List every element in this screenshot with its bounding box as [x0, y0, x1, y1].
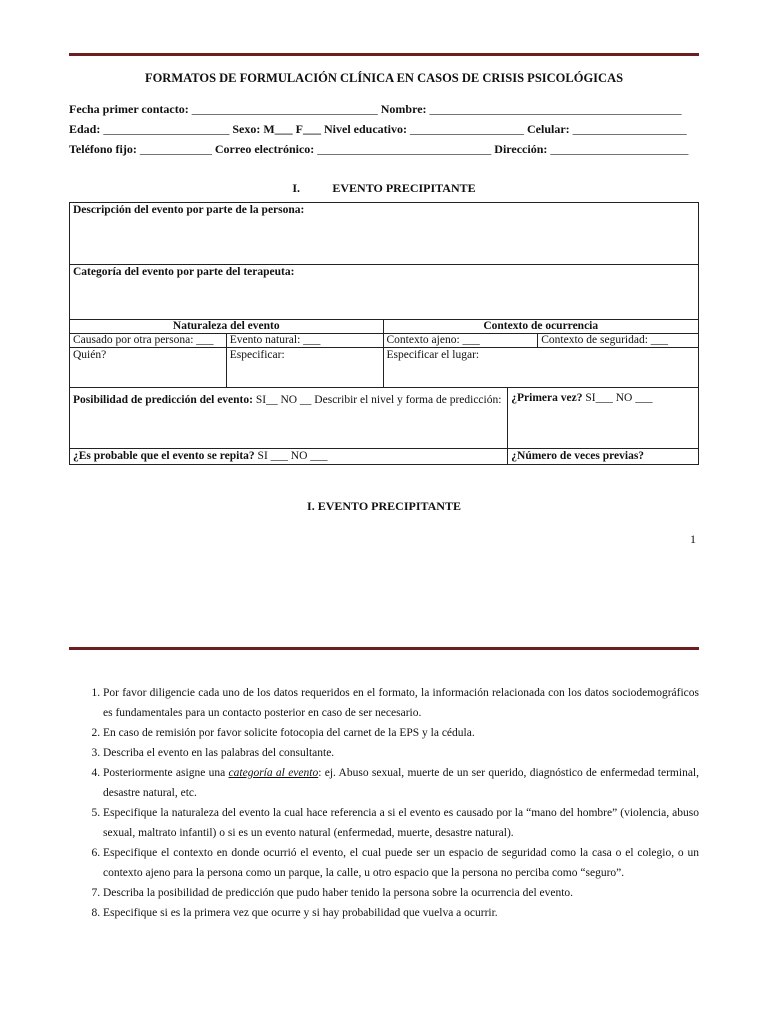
instruction-item: 1. Por favor diligencie cada uno de los datos requeridos en el formato, la información relacionada con los datos sociodemográficos es fundamentales para un contacto posterior en caso de ser necesario.	[103, 683, 699, 723]
instruction-item	[103, 763, 699, 803]
fecha-field[interactable]: _______________________________	[191, 102, 378, 116]
repita-label: ¿Es probable que el evento se repita?	[73, 450, 255, 462]
direccion-field[interactable]: _______________________	[550, 142, 689, 156]
nombre-field[interactable]: __________________________________________	[429, 102, 682, 116]
evento-natural-cell[interactable]: Evento natural: ___	[226, 334, 383, 348]
edad-label: Edad:	[69, 122, 101, 136]
instruction-item: 3. Describa el evento en las palabras del consultante.	[103, 743, 699, 763]
fecha-label: Fecha primer contacto:	[69, 102, 189, 116]
page-number: 1	[690, 532, 696, 546]
celular-label: Celular:	[527, 122, 570, 136]
causado-cell[interactable]: Causado por otra persona: ___	[70, 334, 227, 348]
categoria-cell[interactable]: Categoría del evento por parte del terapeuta:	[70, 265, 699, 320]
primera-vez-text: SI___ NO ___	[582, 392, 653, 404]
categoria-emphasis: categoría al evento	[228, 767, 319, 779]
nivel-label: Nivel educativo:	[324, 122, 408, 136]
section-title: EVENTO PRECIPITANTE	[332, 181, 476, 195]
demographics-row	[69, 122, 699, 137]
section-heading-repeat: I. EVENTO PRECIPITANTE	[307, 499, 461, 513]
instruction-item: 5. Especifique la naturaleza del evento la cual hace referencia a si el evento es causado por la “mano del hombre” (violencia, abuso sexual, maltrato infantil) o si es un evento natural (enfermedad, muerte, desastre natural).	[103, 803, 699, 843]
instruction-item: 6. Especifique el contexto en donde ocurrió el evento, el cual puede ser un espacio de seguridad como la casa o el colegio, o un contexto ajeno para la persona como un parque, la calle, u otro espacio que la persona no perciba como “seguro”.	[103, 843, 699, 883]
quien-cell[interactable]: Quién?	[70, 348, 227, 388]
section-heading	[69, 181, 699, 196]
instruction-item: 7. Describa la posibilidad de predicción que pudo haber tenido la persona sobre la ocurrencia del evento.	[103, 883, 699, 903]
especificar-cell[interactable]: Especificar:	[226, 348, 383, 388]
naturaleza-header: Naturaleza del evento	[70, 320, 384, 334]
posibilidad-text: SI__ NO __ Describir el nivel y forma de predicción:	[252, 394, 502, 406]
edad-field[interactable]: _____________________	[103, 122, 230, 136]
celular-field[interactable]: ___________________	[572, 122, 687, 136]
instruction-item: 8. Especifique si es la primera vez que ocurre y si hay probabilidad que vuelva a ocurrir.	[103, 903, 699, 923]
descripcion-cell[interactable]: Descripción del evento por parte de la persona:	[70, 203, 699, 265]
contact-row	[69, 102, 699, 117]
primera-vez-label: ¿Primera vez?	[511, 392, 583, 404]
primera-vez-cell[interactable]	[508, 388, 699, 449]
instruction-item: 2. En caso de remisión por favor solicite fotocopia del carnet de la EPS y la cédula.	[103, 723, 699, 743]
telefono-label: Teléfono fijo:	[69, 142, 137, 156]
instruction-text: : ej. Abuso sexual, muerte de un ser querido, diagnóstico de enfermedad terminal, desastre natural, etc.	[103, 767, 699, 799]
sexo-field[interactable]: Sexo: M___ F___	[232, 122, 322, 136]
event-table	[69, 202, 699, 465]
section-number: I.	[292, 181, 301, 195]
repita-text: SI ___ NO ___	[254, 450, 328, 462]
bottom-rule	[69, 647, 699, 650]
correo-label: Correo electrónico:	[214, 142, 315, 156]
contexto-seguridad-cell[interactable]: Contexto de seguridad: ___	[538, 334, 699, 348]
form-title: FORMATOS DE FORMULACIÓN CLÍNICA EN CASOS DE CRISIS PSICOLÓGICAS	[144, 71, 624, 85]
contexto-ajeno-cell[interactable]: Contexto ajeno: ___	[383, 334, 538, 348]
nombre-label: Nombre:	[380, 102, 427, 116]
veces-previas-cell[interactable]: ¿Número de veces previas?	[508, 449, 699, 465]
posibilidad-label: Posibilidad de predicción del evento:	[73, 394, 253, 406]
repita-cell[interactable]	[70, 449, 508, 465]
contexto-header: Contexto de ocurrencia	[383, 320, 699, 334]
especificar-lugar-cell[interactable]: Especificar el lugar:	[383, 348, 699, 388]
contact-details-row	[69, 142, 699, 157]
nivel-field[interactable]: ___________________	[410, 122, 525, 136]
telefono-field[interactable]: ____________	[139, 142, 212, 156]
top-rule	[69, 53, 699, 56]
direccion-label: Dirección:	[494, 142, 548, 156]
posibilidad-cell[interactable]	[70, 388, 508, 449]
correo-field[interactable]: _____________________________	[317, 142, 492, 156]
instructions-list	[69, 683, 699, 923]
instruction-text: Posteriormente asigne una	[103, 767, 229, 779]
